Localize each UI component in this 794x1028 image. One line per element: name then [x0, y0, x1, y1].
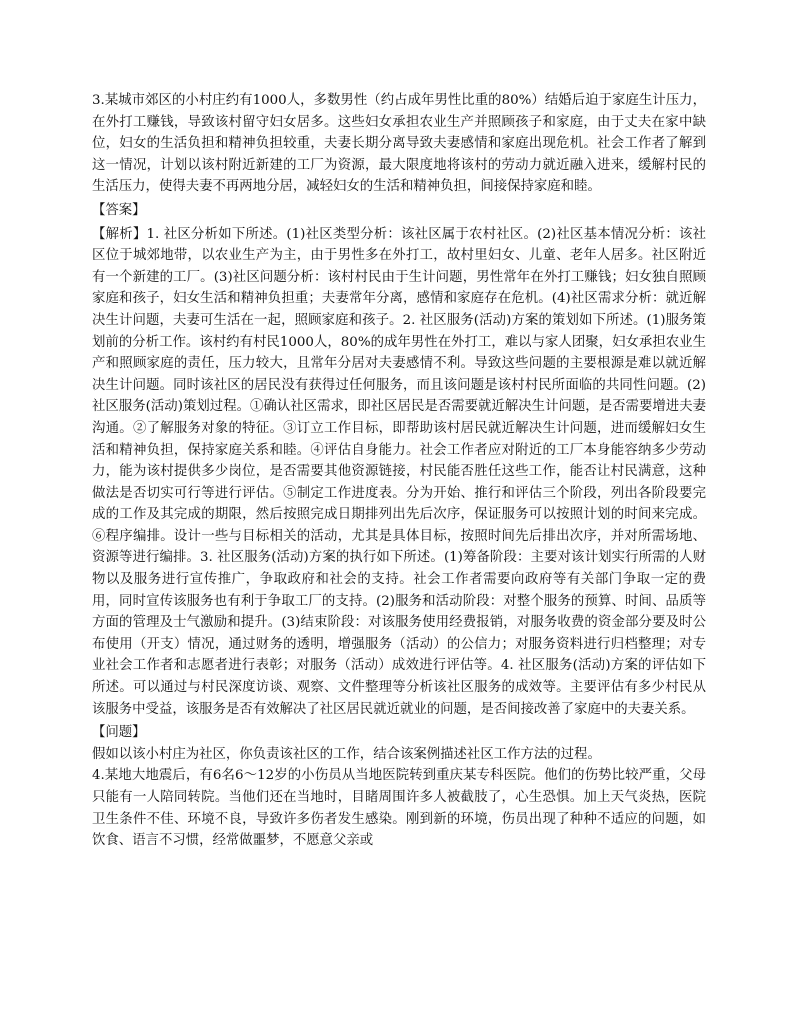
- question-label: 【问题】: [92, 725, 146, 741]
- answer-label: 【答案】: [92, 202, 146, 218]
- analysis-block: [92, 224, 706, 721]
- question-3-stem: 3.某城市郊区的小村庄约有1000人，多数男性（约占成年男性比重的80%）结婚后迫于家庭生计压力，在外打工赚钱，导致该村留守妇女居多。这些妇女承担农业生产并照顾孩子和家庭，由于丈夫在家中缺位，妇女的生活负担和精神负担较重，夫妻长期分离导致夫妻感情和家庭出现危机。社会工作者了解到这一情况，计划以该村附近新建的工厂为资源，最大限度地将该村的劳动力就近融入进来，缓解村民的生活压力，使得夫妻不再两地分居，减轻妇女的生活和精神负担，间接保持家庭和睦。: [92, 93, 706, 195]
- question-prompt: 假如以该小村庄为社区，你负责该社区的工作，结合该案例描述社区工作方法的过程。: [92, 746, 601, 762]
- analysis-text: 1. 社区分析如下所述。(1)社区类型分析：该社区属于农村社区。(2)社区基本情况分析：该社区位于城郊地带，以农业生产为主，由于男性多在外打工，故村里妇女、儿童、老年人居多。社区附近有一个新建的工厂。(3)社区问题分析：该村村民由于生计问题，男性常年在外打工赚钱；妇女独自照顾家庭和孩子，妇女生活和精神负担重；夫妻常年分离，感情和家庭存在危机。(4)社区需求分析：就近解决生计问题，夫妻可生活在一起，照顾家庭和孩子。2. 社区服务(活动)方案的策划如下所述。(1)服务策划前的分析工作。该村约有村民1000人，80%的成年男性在外打工，难以与家人团聚，妇女承担农业生产和照顾家庭的责任，压力较大，且常年分居对夫妻感情不利。导致这些问题的主要根源是难以就近解决生计问题。同时该社区的居民没有获得过任何服务，而且该问题是该村村民所面临的共同性问题。(2)社区服务(活动)策划过程。①确认社区需求，即社区居民是否需要就近解决生计问题，是否需要增进夫妻沟通。②了解服务对象的特征。③订立工作目标，即帮助该村居民就近解决生计问题，进而缓解妇女生活和精神负担，保持家庭关系和睦。④评估自身能力。社会工作者应对附近的工厂本身能容纳多少劳动力，能为该村提供多少岗位，是否需要其他资源链接，村民能否胜任这些工作，能否让村民满意，这种做法是否切实可行等进行评估。⑤制定工作进度表。分为开始、推行和评估三个阶段，列出各阶段要完成的工作及其完成的期限，然后按照完成日期排列出先后次序，保证服务可以按照计划的时间来完成。⑥程序编排。设计一些与目标相关的活动，尤其是具体目标，按照时间先后排出次序，并对所需场地、资源等进行编排。3. 社区服务(活动)方案的执行如下所述。(1)筹备阶段：主要对该计划实行所需的人财物以及服务进行宣传推广，争取政府和社会的支持。社会工作者需要向政府等有关部门争取一定的费用，同时宣传该服务也有利于争取工厂的支持。(2)服务和活动阶段：对整个服务的预算、时间、品质等方面的管理及士气激励和提升。(3)结束阶段：对该服务使用经费报销，对服务收费的资金部分要及时公布使用（开支）情况，通过财务的透明，增强服务（活动）的公信力；对服务资料进行归档整理；对专业社会工作者和志愿者进行表彰；对服务（活动）成效进行评估等。4. 社区服务(活动)方案的评估如下所述。可以通过与村民深度访谈、观察、文件整理等分析该社区服务的成效等。主要评估有多少村民从该服务中受益，该服务是否有效解决了社区居民就近就业的问题，是否间接改善了家庭中的夫妻关系。: [92, 226, 707, 717]
- analysis-label: 【解析】: [92, 226, 147, 242]
- document-page: [92, 90, 706, 852]
- question-4-stem: 4.某地大地震后，有6名6～12岁的小伤员从当地医院转到重庆某专科医院。他们的伤势比较严重，父母只能有一人陪同转院。当他们还在当地时，目睹周围许多人被截肢了，心生恐惧。加上天气炎热，医院卫生条件不佳、环境不良，导致许多伤者发生感染。刚到新的环境，伤员出现了种种不适应的问题，如饮食、语言不习惯，经常做噩梦，不愿意父亲或: [92, 768, 706, 849]
